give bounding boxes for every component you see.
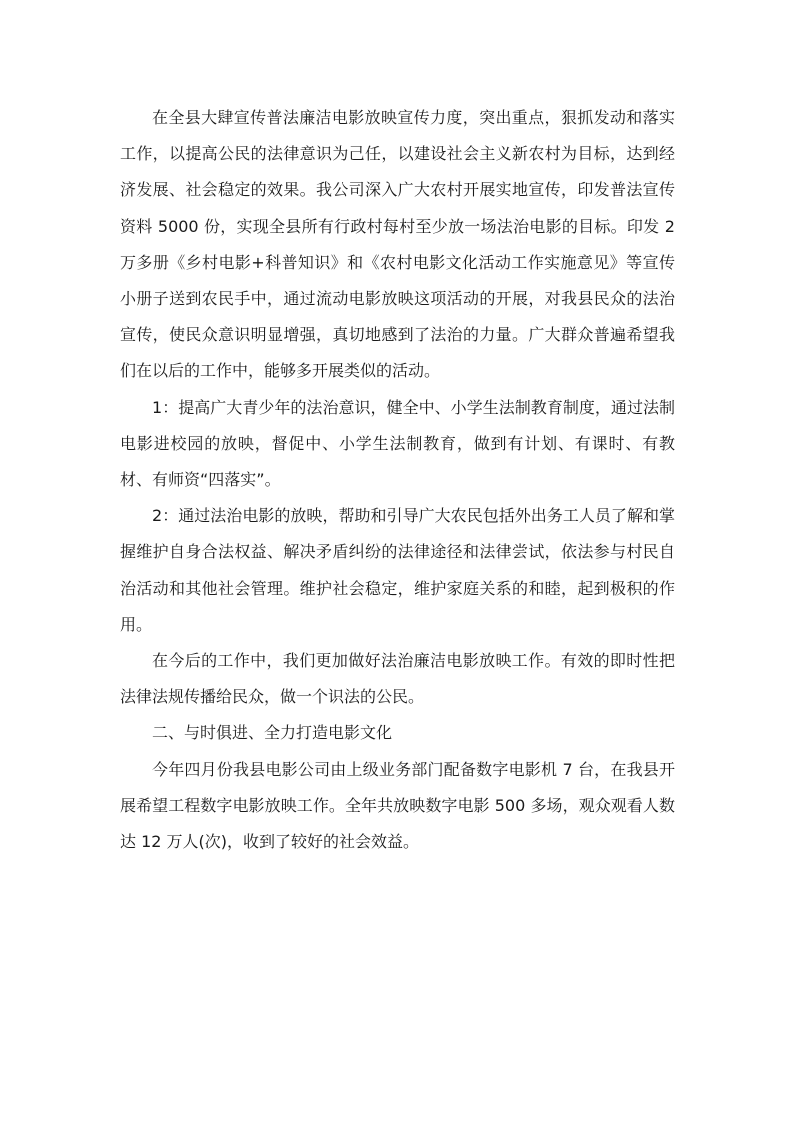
paragraph-item-2-farmer-rights: 2：通过法治电影的放映，帮助和引导广大农民包括外出务工人员了解和掌握维护自身合法权益、解决矛盾纠纷的法律途径和法律尝试，依法参与村民自治活动和其他社会管理。维护社会稳定，维护家庭关系的和睦，起到极积的作用。 xyxy=(120,506,675,634)
document-body xyxy=(120,100,675,860)
paragraph-publicity-campaign: 在全县大肆宣传普法廉洁电影放映宣传力度，突出重点，狠抓发动和落实工作，以提高公民的法律意识为己任，以建设社会主义新农村为目标，达到经济发展、社会稳定的效果。我公司深入广大农村开展实地宣传，印发普法宣传资料 5000 份，实现全县所有行政村每村至少放一场法治电影的目标。印发 2 万多册《乡村电影+科普知识》和《农村电影文化活动工作实施意见》等宣传小册子送到农民手中，通过流动电影放映这项活动的开展，对我县民众的法治宣传，使民众意识明显增强，真切地感到了法治的力量。广大群众普遍希望我们在以后的工作中，能够多开展类似的活动。 xyxy=(120,108,675,381)
paragraph-future-work: 在今后的工作中，我们更加做好法治廉洁电影放映工作。有效的即时性把法律法规传播给民众，做一个识法的公民。 xyxy=(120,651,675,707)
paragraph-item-1-youth-legal-awareness: 1：提高广大青少年的法治意识，健全中、小学生法制教育制度，通过法制电影进校园的放映，督促中、小学生法制教育，做到有计划、有课时、有教材、有师资“四落实”。 xyxy=(120,397,675,490)
paragraph-digital-film-screenings: 今年四月份我县电影公司由上级业务部门配备数字电影机 7 台，在我县开展希望工程数字电影放映工作。全年共放映数字电影 500 多场，观众观看人数达 12 万人(次)，收到了较好的社会效益。 xyxy=(120,759,675,852)
section-heading-film-culture: 二、与时俱进、全力打造电影文化 xyxy=(152,723,393,743)
